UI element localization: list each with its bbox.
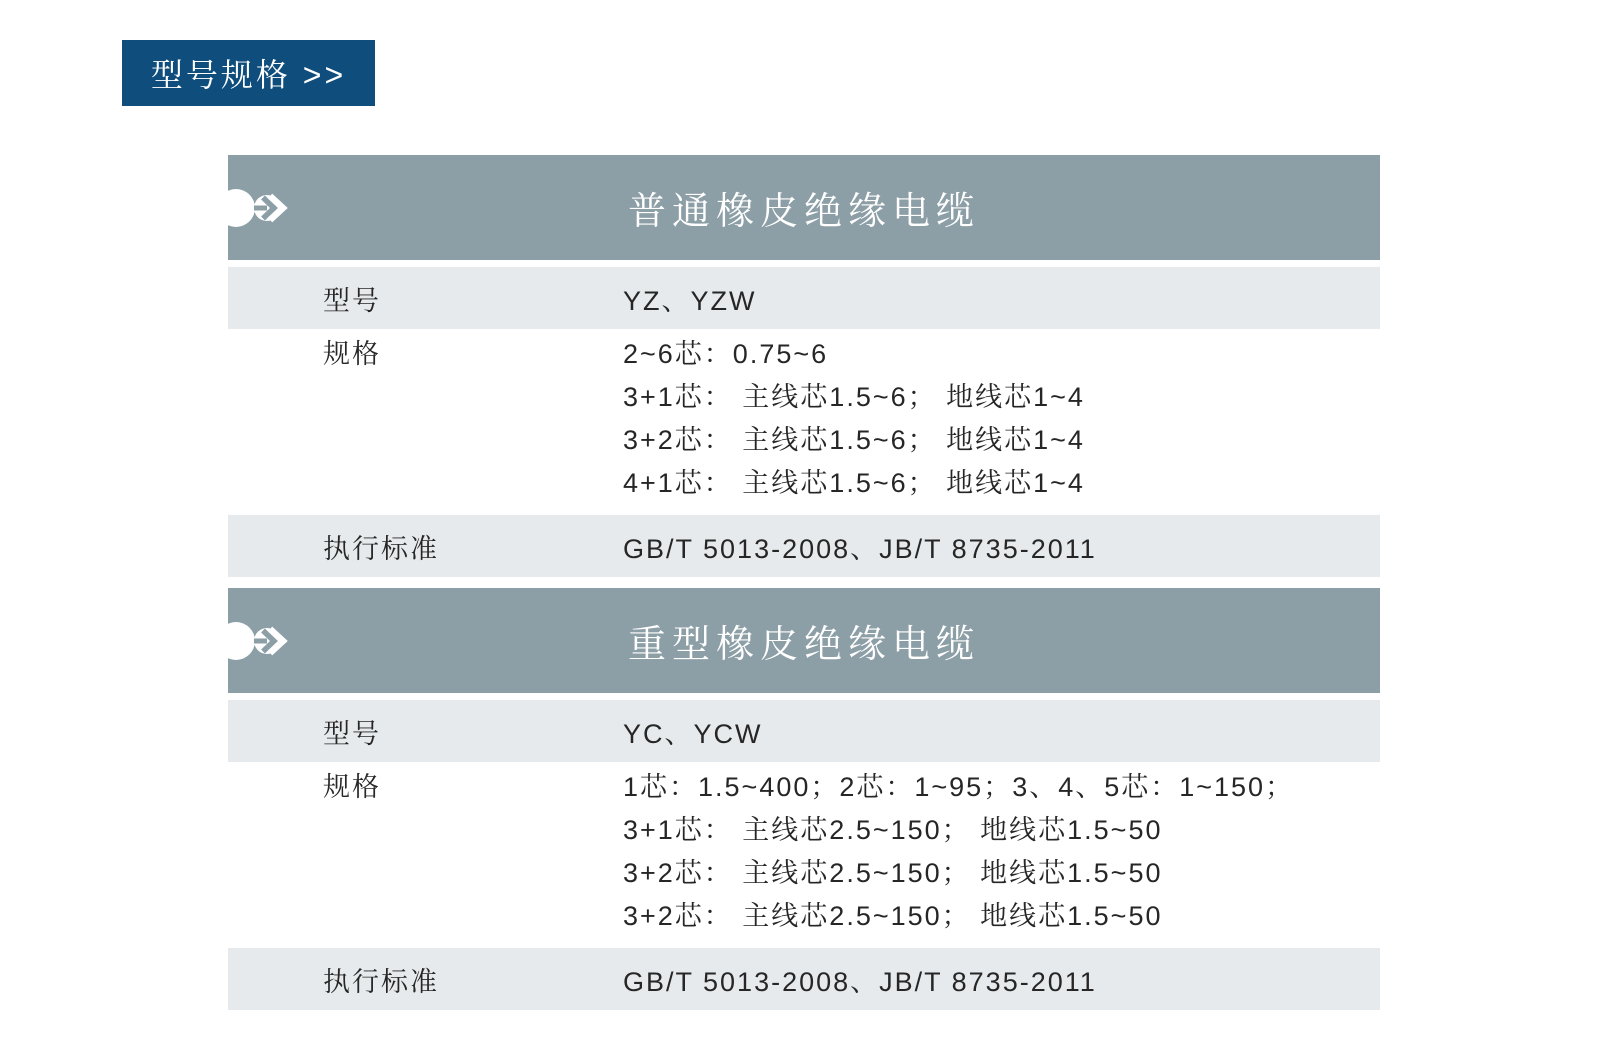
table-row-model bbox=[228, 267, 1380, 329]
half-circle-icon bbox=[217, 622, 255, 660]
table-row-standard bbox=[228, 515, 1380, 577]
row-label: 执行标准 bbox=[323, 966, 439, 997]
table-row-spec bbox=[228, 331, 1380, 513]
table-row-spec bbox=[228, 764, 1380, 946]
spec-line: 4+1芯： 主线芯1.5~6； 地线芯1~4 bbox=[623, 468, 1085, 498]
table-header-heavy-cable bbox=[228, 588, 1380, 693]
spec-line: 1芯：1.5~400；2芯：1~95；3、4、5芯：1~150； bbox=[623, 772, 1295, 802]
table-row-standard bbox=[228, 948, 1380, 1010]
row-value: YC、YCW bbox=[623, 718, 763, 749]
table-title: 重型橡皮绝缘电缆 bbox=[627, 624, 980, 666]
spec-line: 3+2芯： 主线芯2.5~150； 地线芯1.5~50 bbox=[623, 901, 1163, 931]
row-value: YZ、YZW bbox=[623, 285, 757, 316]
row-value bbox=[623, 766, 1380, 938]
row-value bbox=[623, 333, 1380, 505]
row-label: 执行标准 bbox=[323, 533, 439, 564]
spec-line: 3+2芯： 主线芯2.5~150； 地线芯1.5~50 bbox=[623, 858, 1163, 888]
row-label: 型号 bbox=[323, 718, 381, 749]
circle-arrow-icon bbox=[254, 191, 290, 225]
spec-tables bbox=[228, 155, 1380, 1012]
circle-arrow-icon bbox=[254, 624, 290, 658]
spec-line: 3+2芯： 主线芯1.5~6； 地线芯1~4 bbox=[623, 425, 1085, 455]
spec-line: 3+1芯： 主线芯2.5~150； 地线芯1.5~50 bbox=[623, 815, 1163, 845]
row-label: 规格 bbox=[323, 339, 381, 369]
row-label: 型号 bbox=[323, 285, 381, 316]
model-spec-badge: 型号规格 >> bbox=[122, 40, 375, 106]
spec-line: 2~6芯：0.75~6 bbox=[623, 339, 829, 369]
half-circle-icon bbox=[217, 189, 255, 227]
spec-line: 3+1芯： 主线芯1.5~6； 地线芯1~4 bbox=[623, 382, 1085, 412]
row-label: 规格 bbox=[323, 772, 381, 802]
row-value: GB/T 5013-2008、JB/T 8735-2011 bbox=[623, 966, 1097, 997]
table-row-model bbox=[228, 700, 1380, 762]
table-header-ordinary-cable bbox=[228, 155, 1380, 260]
table-title: 普通橡皮绝缘电缆 bbox=[627, 191, 980, 233]
row-value: GB/T 5013-2008、JB/T 8735-2011 bbox=[623, 533, 1097, 564]
